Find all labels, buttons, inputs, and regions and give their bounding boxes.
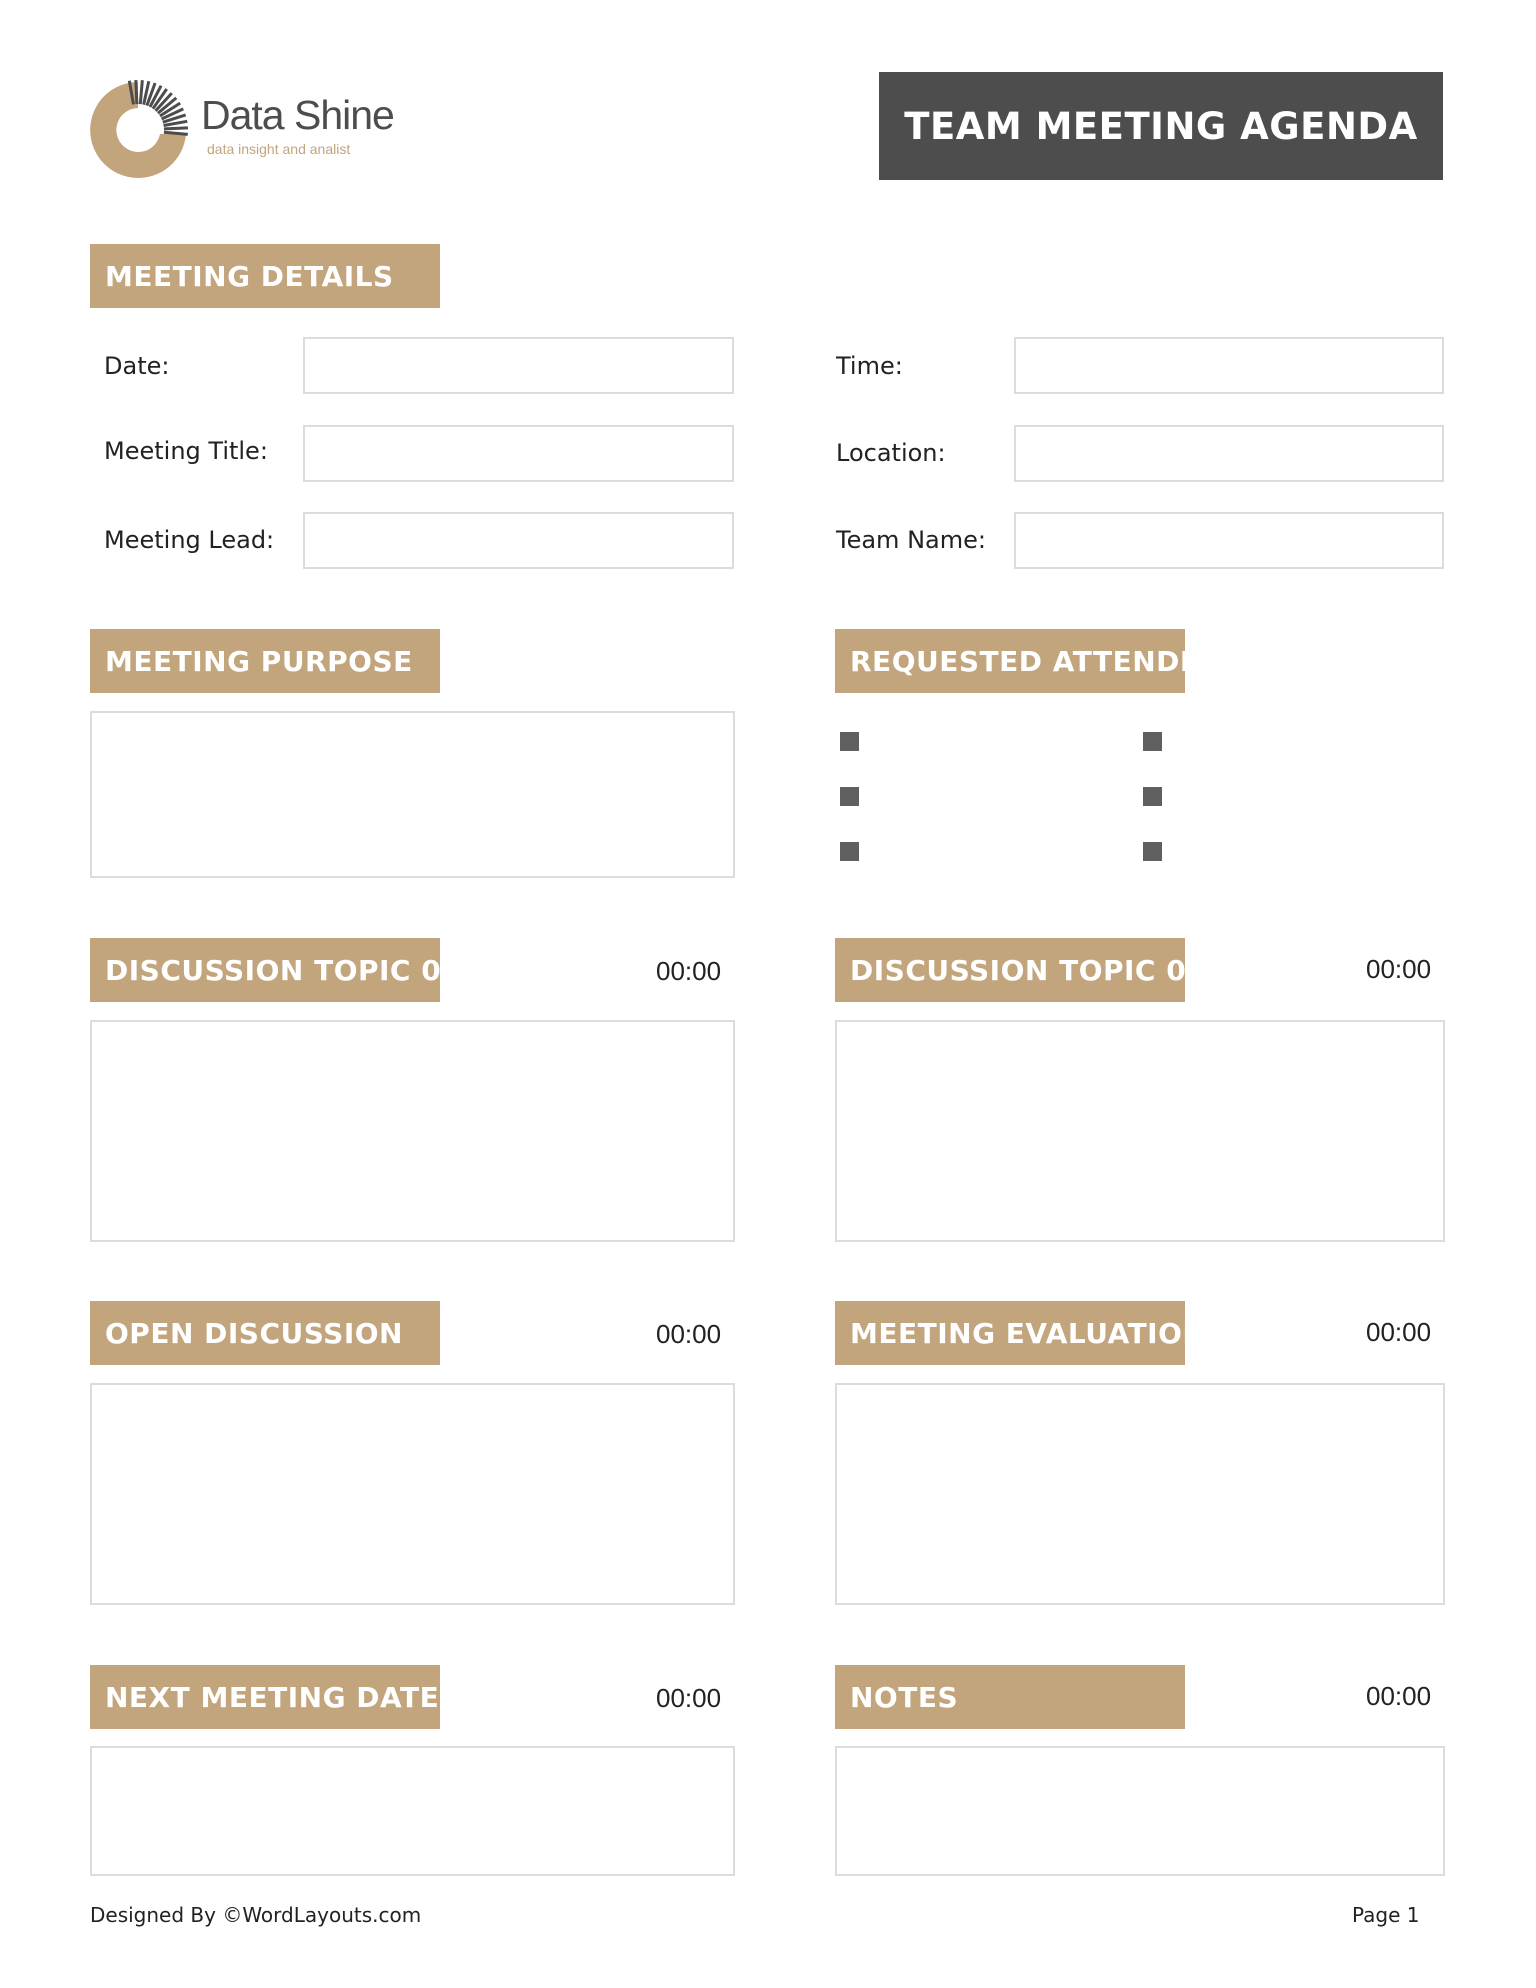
discussion-topic-01-heading-text: DISCUSSION TOPIC 01 [105, 953, 462, 987]
discussion-topic-02-heading-text: DISCUSSION TOPIC 02 [850, 953, 1207, 987]
brand-tagline: data insight and analist [207, 141, 351, 157]
discussion-topic-02-heading [835, 938, 1207, 1002]
next-meeting-date-time: 00:00 [656, 1683, 722, 1713]
team-name-field[interactable] [1014, 512, 1444, 569]
square-bullet-icon [840, 842, 859, 861]
notes-time: 00:00 [1366, 1681, 1432, 1711]
notes-box[interactable] [835, 1746, 1445, 1876]
time-label: Time: [836, 352, 903, 380]
notes-heading [835, 1665, 1185, 1729]
document-title-banner [879, 72, 1443, 180]
meeting-lead-label: Meeting Lead: [104, 526, 275, 554]
team-name-label: Team Name: [836, 526, 986, 554]
discussion-topic-01-time: 00:00 [656, 956, 722, 986]
next-meeting-date-heading-text: NEXT MEETING DATE [105, 1680, 440, 1714]
square-bullet-icon [1143, 842, 1162, 861]
open-discussion-heading-text: OPEN DISCUSSION [105, 1316, 403, 1350]
discussion-topic-02-time: 00:00 [1366, 954, 1432, 984]
footer-credit: Designed By ©WordLayouts.com [90, 1903, 422, 1927]
open-discussion-time: 00:00 [656, 1319, 722, 1349]
meeting-evaluation-time: 00:00 [1366, 1317, 1432, 1347]
meeting-title-field[interactable] [303, 425, 734, 482]
meeting-purpose-heading [90, 629, 440, 693]
square-bullet-icon [1143, 732, 1162, 751]
next-meeting-date-heading [90, 1665, 440, 1729]
meeting-evaluation-heading [835, 1301, 1207, 1365]
notes-heading-text: NOTES [850, 1680, 959, 1714]
time-field[interactable] [1014, 337, 1444, 394]
data-shine-logo-icon [86, 78, 190, 182]
open-discussion-heading [90, 1301, 440, 1365]
document-title: TEAM MEETING AGENDA [904, 104, 1418, 148]
meeting-lead-field[interactable] [303, 512, 734, 569]
brand-name: Data Shine [201, 92, 394, 138]
requested-attendees-heading [835, 629, 1240, 693]
meeting-title-label: Meeting Title: [104, 437, 268, 465]
meeting-details-heading [90, 244, 440, 308]
square-bullet-icon [840, 732, 859, 751]
meeting-evaluation-heading-text: MEETING EVALUATION [850, 1316, 1207, 1350]
meeting-details-heading-text: MEETING DETAILS [105, 259, 394, 293]
discussion-topic-01-heading [90, 938, 462, 1002]
location-label: Location: [836, 439, 946, 467]
date-label: Date: [104, 352, 170, 380]
meeting-purpose-heading-text: MEETING PURPOSE [105, 644, 413, 678]
square-bullet-icon [1143, 787, 1162, 806]
meeting-purpose-box[interactable] [90, 711, 735, 878]
location-field[interactable] [1014, 425, 1444, 482]
discussion-topic-02-box[interactable] [835, 1020, 1445, 1242]
next-meeting-date-box[interactable] [90, 1746, 735, 1876]
page-number: Page 1 [1352, 1903, 1420, 1927]
date-field[interactable] [303, 337, 734, 394]
discussion-topic-01-box[interactable] [90, 1020, 735, 1242]
meeting-evaluation-box[interactable] [835, 1383, 1445, 1605]
requested-attendees-heading-text: REQUESTED ATTENDEES [850, 644, 1240, 678]
square-bullet-icon [840, 787, 859, 806]
open-discussion-box[interactable] [90, 1383, 735, 1605]
